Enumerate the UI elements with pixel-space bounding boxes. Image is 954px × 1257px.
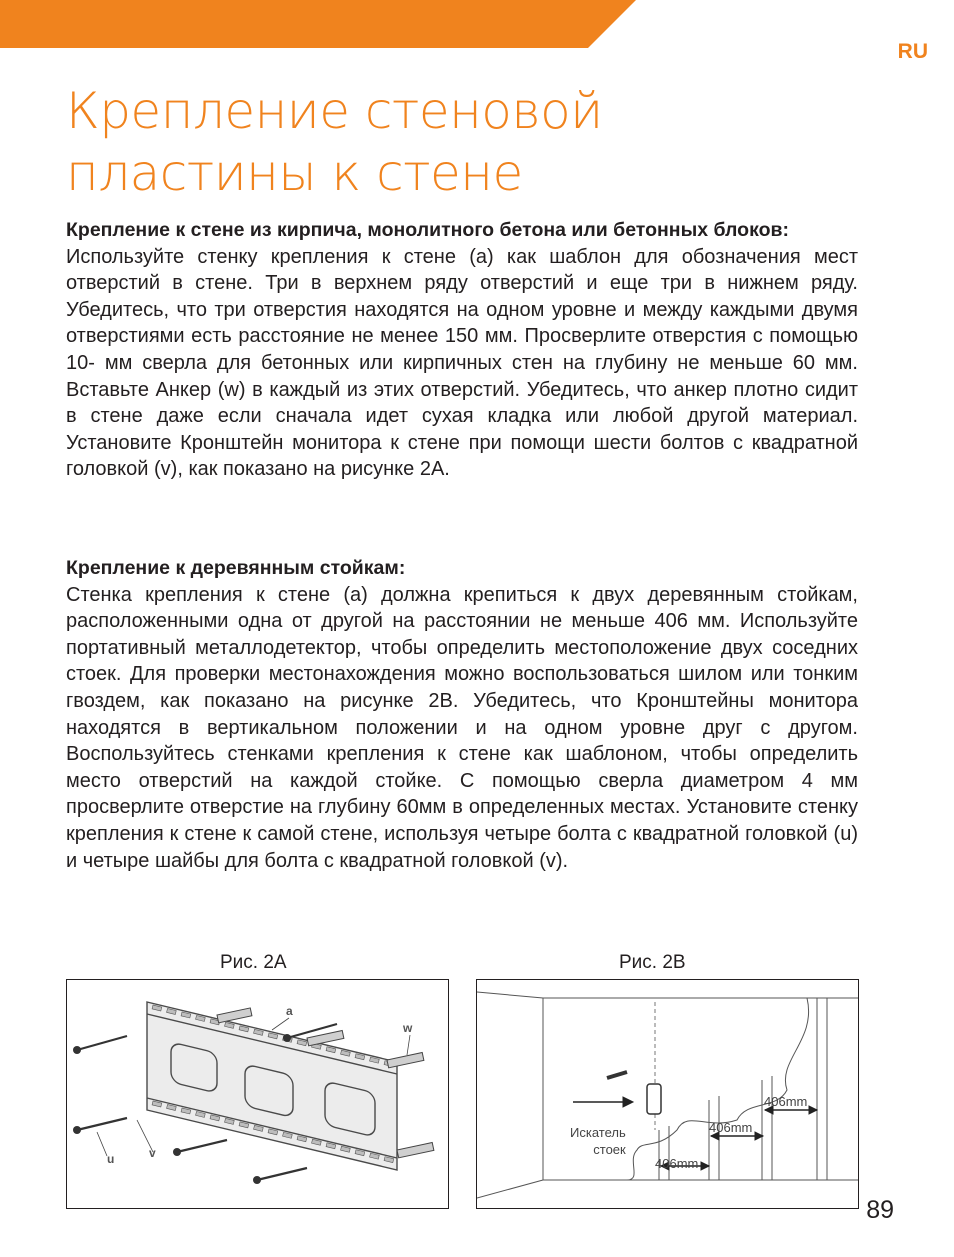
distance-label-middle: 406mm	[709, 1120, 753, 1135]
section-heading: Крепление к стене из кирпича, монолитного бетона или бетонных блоков:	[66, 219, 789, 241]
wall-bracket-illustration	[67, 980, 448, 1208]
language-label: RU	[897, 40, 928, 63]
section-text: Стенка крепления к стене (а) должна крепиться к двух деревянным стойкам, расположенными одна от другой на расстоянии не меньше 406 мм. Используйте портативный металлодетектор, чтобы определить местоположение двух соседних стоек. Для проверки местонахождения можно воспользоваться шилом или тонким гвоздем, как показано на рисунке 2В. Убедитесь, что Кронштейны монитора находятся в вертикальном положении и на одном уровне друг с другом. Воспользуйтесь стенками крепления к стене как шаблоном, чтобы определить место отверстий на каждой стойке. С помощью сверла диаметром 4 мм просверлите отверстие на глубину 60мм в определенных местах. Установите стенку крепления к стене к самой стене, используя четыре болта с квадратной головкой (u) и четыре шайбы для болта с квадратной головкой (v).	[66, 583, 858, 872]
page-title	[66, 80, 603, 204]
figure-b-stud-diagram	[476, 979, 859, 1209]
distance-label-bottom: 406mm	[655, 1156, 699, 1171]
distance-label-top: 406mm	[764, 1094, 808, 1109]
label-w: w	[403, 1021, 413, 1035]
stud-finder-label-line2: стоек	[593, 1142, 626, 1157]
figure-b-caption: Рис. 2В	[619, 952, 686, 973]
title-line-2: пластины к стене	[66, 144, 523, 202]
label-a: a	[286, 1004, 293, 1018]
section-text: Используйте стенку крепления к стене (а) как шаблон для обозначения мест отверстий в стене. Три в верхнем ряду отверстий и еще три в нижнем ряду. Убедитесь, что три отверстия находятся на одном уровне и между каждыми двумя отверстиями есть расстояние не менее 150 мм. Просверлите отверстия с помощью 10- мм сверла для бетонных или кирпичных стен на глубину не меньше 60 мм. Вставьте Анкер (w) в каждый из этих отверстий. Убедитесь, что анкер плотно сидит в стене даже если сначала идет сухая кладка или любой другой материал. Установите Кронштейн монитора к стене при помощи шести болтов с квадратной головкой (v), как показано на рисунке 2А.	[66, 245, 858, 481]
label-u: u	[107, 1152, 115, 1166]
section-brick-wall	[66, 217, 858, 483]
label-v: v	[149, 1146, 156, 1160]
figure-a-caption: Рис. 2А	[220, 952, 287, 973]
section-wood-studs	[66, 555, 858, 874]
page-number: 89	[866, 1196, 894, 1224]
figure-a-bracket-diagram	[66, 979, 449, 1209]
section-heading: Крепление к деревянным стойкам:	[66, 557, 406, 579]
stud-finder-label	[570, 1124, 626, 1158]
title-line-1: Крепление стеновой	[66, 82, 603, 140]
stud-finder-label-line1: Искатель	[570, 1125, 626, 1140]
header-orange-bar	[0, 0, 640, 52]
